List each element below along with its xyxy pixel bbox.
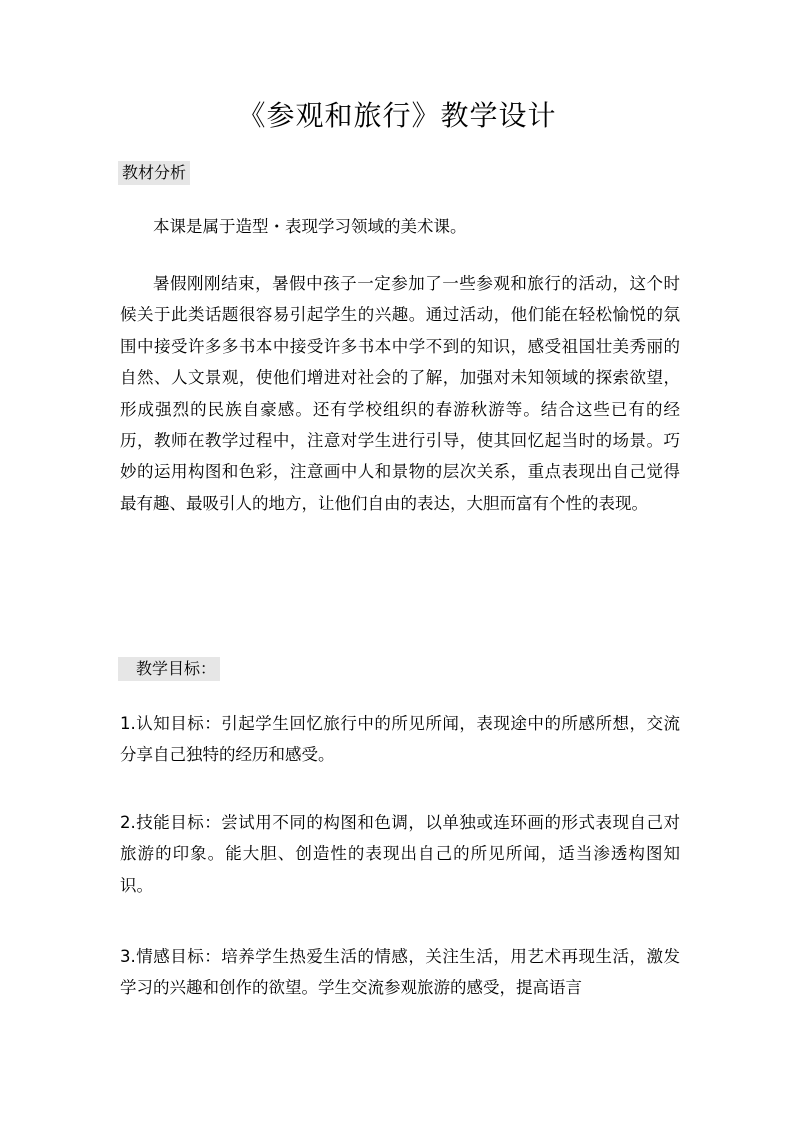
- section-label-teaching-goals: 教学目标：: [118, 657, 220, 681]
- paragraph-analysis: 暑假刚刚结束，暑假中孩子一定参加了一些参观和旅行的活动，这个时候关于此类话题很容易引起学生的兴趣。通过活动，他们能在轻松愉悦的氛围中接受许多多书本中接受许多书本中学不到的知识，感受祖国壮美秀丽的自然、人文景观，使他们增进对社会的了解，加强对未知领域的探索欲望，形成强烈的民族自豪感。还有学校组织的春游秋游等。结合这些已有的经历，教师在教学过程中，注意对学生进行引导，使其回忆起当时的场景。巧妙的运用构图和色彩，注意画中人和景物的层次关系，重点表现出自己觉得最有趣、最吸引人的地方，让他们自由的表达，大胆而富有个性的表现。: [120, 274, 680, 513]
- paragraph-goal-emotion: 3.情感目标：培养学生热爱生活的情感，关注生活，用艺术再现生活，激发学习的兴趣和创作的欲望。学生交流参观旅游的感受，提高语言: [120, 947, 680, 998]
- paragraph-goal-cognitive: 1.认知目标：引起学生回忆旅行中的所见所闻，表现途中的所感所想，交流分享自己独特的经历和感受。: [120, 714, 680, 765]
- section-label-textbook-analysis: 教材分析: [118, 161, 190, 185]
- paragraph-goal-skill: 2.技能目标：尝试用不同的构图和色调，以单独或连环画的形式表现自己对旅游的印象。能大胆、创造性的表现出自己的所见所闻，适当渗透构图知识。: [120, 813, 680, 895]
- document-title: 《参观和旅行》教学设计: [237, 99, 557, 132]
- paragraph-course-intro: 本课是属于造型・表现学习领域的美术课。: [153, 217, 467, 236]
